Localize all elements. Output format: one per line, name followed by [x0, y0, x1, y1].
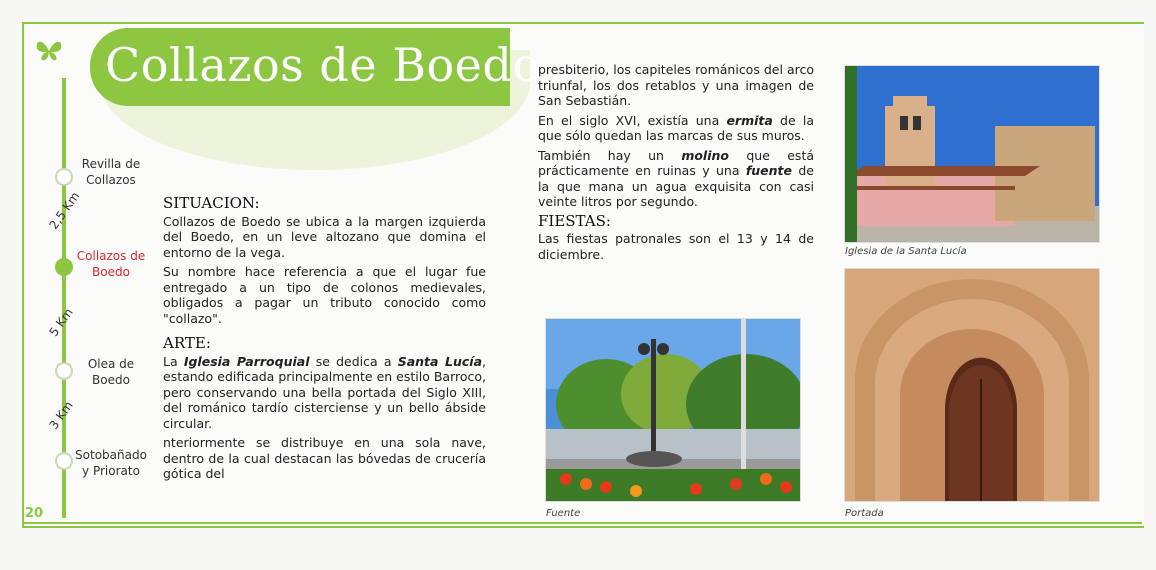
- text-column-right: [538, 62, 814, 266]
- emphasis: ermita: [726, 112, 773, 128]
- route-stop-current: Collazos de Boedo: [76, 249, 146, 279]
- butterfly-icon: [35, 38, 63, 71]
- paragraph-arte: La Iglesia Parroquial se dedica a Santa Lucía, estando edificada principalmente en estilo Barroco, pero conservando una bella portada del Siglo XIII, del románico tardío cisterciense y un bello ábside circular.: [163, 353, 487, 431]
- caption-portada: Portada: [845, 508, 884, 519]
- text-column-left: [163, 196, 486, 486]
- emphasis: Santa Lucía: [397, 353, 483, 369]
- route-dot-current: [55, 258, 73, 276]
- emphasis: molino: [681, 147, 729, 163]
- route-distance: 5 Km: [46, 305, 76, 339]
- paragraph: Collazos de Boedo se ubica a la margen izquierda del Boedo, en un leve altozano que domina el entorno de la vega.: [163, 213, 486, 260]
- route-dot: [55, 452, 73, 470]
- paragraph-ermita: En el siglo XVI, existía una ermita de la que sólo quedan las marcas de sus muros.: [538, 112, 814, 143]
- photo-iglesia: [844, 65, 1100, 243]
- heading-situacion: SITUACION:: [163, 194, 260, 212]
- emphasis: Iglesia Parroquial: [183, 353, 310, 369]
- paragraph: Su nombre hace referencia a que el lugar fue entregado a un tipo de colonos medievales, obligados a pagar un tributo conocido como "collazo".: [163, 264, 486, 326]
- paragraph: Las fiestas patronales son el 13 y 14 de diciembre.: [538, 231, 814, 262]
- paragraph: nteriormente se distribuye en una sola nave, dentro de la cual destacan las bóvedas de crucería gótica del: [163, 435, 486, 481]
- heading-fiestas: FIESTAS:: [538, 211, 611, 230]
- page-number: 20: [25, 506, 44, 521]
- paragraph-molino: También hay un molino que está prácticamente en ruinas y una fuente de la que mana un agua exquisita con casi veinte litros por segundo.: [538, 147, 814, 209]
- route-dot: [55, 362, 73, 380]
- photo-fuente: [545, 318, 801, 502]
- route-distance: 2,5 Km: [46, 189, 83, 232]
- paragraph: presbiterio, los capiteles románicos del arco triunfal, los dos retablos y una imagen de San Sebastián.: [538, 62, 814, 108]
- route-stop: Olea de Boedo: [87, 357, 135, 387]
- bottom-rule: [22, 522, 1142, 524]
- route-stop: Sotobañado y Priorato: [75, 448, 147, 478]
- heading-arte: ARTE:: [163, 334, 211, 352]
- route-dot: [55, 168, 73, 186]
- emphasis: fuente: [745, 163, 793, 178]
- route-distance: 3 Km: [46, 398, 76, 432]
- caption-fuente: Fuente: [546, 508, 581, 519]
- caption-iglesia: Iglesia de la Santa Lucía: [845, 246, 967, 257]
- route-stop: Revilla de Collazos: [81, 157, 141, 187]
- photo-portada: [844, 268, 1100, 502]
- page-title: Collazos de Boedo: [105, 38, 541, 92]
